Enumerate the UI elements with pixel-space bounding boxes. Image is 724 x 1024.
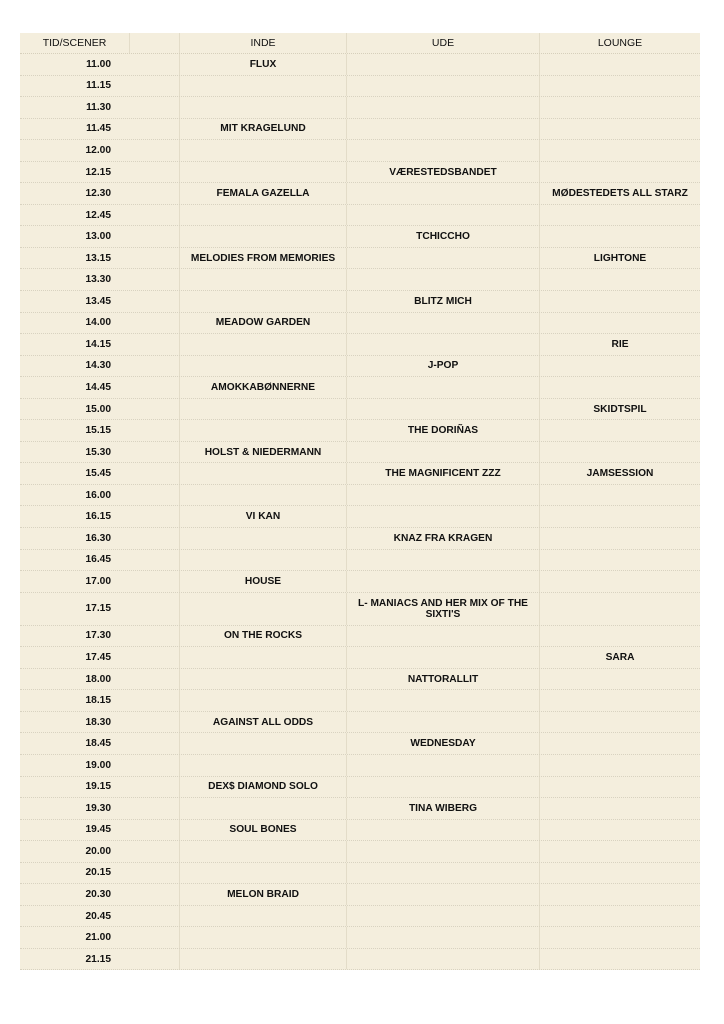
inde-cell	[180, 140, 347, 161]
lounge-cell	[540, 690, 700, 711]
lounge-cell: MØDESTEDETS ALL STARZ	[552, 188, 688, 200]
time-cell: 14.45	[20, 377, 180, 398]
table-row	[20, 669, 700, 691]
lounge-cell	[540, 54, 700, 75]
time-cell: 13.30	[20, 269, 180, 290]
lounge-cell	[540, 863, 700, 884]
inde-cell	[180, 485, 347, 506]
inde-cell: HOLST & NIEDERMANN	[180, 442, 347, 463]
table-row	[20, 140, 700, 162]
lounge-cell	[540, 226, 700, 247]
ude-cell	[347, 377, 540, 398]
time-cell: 13.15	[20, 248, 180, 269]
time-cell: 18.45	[20, 733, 180, 754]
lounge-cell	[540, 205, 700, 226]
inde-cell	[180, 97, 347, 118]
lounge-cell	[540, 420, 700, 441]
ude-cell	[347, 205, 540, 226]
time-cell: 17.45	[20, 647, 180, 668]
ude-cell: NATTORALLIT	[347, 669, 540, 690]
table-row	[20, 777, 700, 799]
table-row	[20, 755, 700, 777]
table-row	[20, 334, 700, 356]
ude-cell	[347, 97, 540, 118]
ude-cell	[347, 485, 540, 506]
ude-cell	[347, 647, 540, 668]
table-row	[20, 733, 700, 755]
ude-cell	[347, 863, 540, 884]
inde-cell	[180, 733, 347, 754]
inde-cell	[180, 550, 347, 571]
inde-cell: MIT KRAGELUND	[180, 119, 347, 140]
inde-cell	[180, 205, 347, 226]
time-cell: 13.45	[20, 291, 180, 312]
header-inde: INDE	[180, 33, 347, 53]
ude-cell	[347, 820, 540, 841]
ude-cell	[347, 690, 540, 711]
ude-cell: L- MANIACS AND HER MIX OF THE SIXTI'S	[347, 593, 540, 625]
header-spacer	[130, 33, 180, 53]
inde-cell: FLUX	[180, 54, 347, 75]
table-row	[20, 506, 700, 528]
table-row	[20, 442, 700, 464]
time-cell: 18.30	[20, 712, 180, 733]
time-cell: 17.30	[20, 626, 180, 647]
time-cell: 15.45	[20, 463, 180, 484]
inde-cell	[180, 927, 347, 948]
time-cell: 17.15	[20, 593, 180, 625]
lounge-cell	[540, 506, 700, 527]
lounge-cell	[540, 733, 700, 754]
ude-cell: THE MAGNIFICENT ZZZ	[347, 463, 540, 484]
table-row	[20, 690, 700, 712]
time-cell: 12.15	[20, 162, 180, 183]
time-cell: 19.30	[20, 798, 180, 819]
ude-cell	[347, 550, 540, 571]
table-row	[20, 183, 700, 205]
inde-cell	[180, 755, 347, 776]
ude-cell: BLITZ MICH	[347, 291, 540, 312]
table-row	[20, 820, 700, 842]
lounge-cell	[540, 798, 700, 819]
lounge-cell	[540, 927, 700, 948]
table-row	[20, 712, 700, 734]
table-row	[20, 248, 700, 270]
table-row	[20, 463, 700, 485]
time-cell: 16.00	[20, 485, 180, 506]
time-cell: 14.30	[20, 356, 180, 377]
table-row	[20, 550, 700, 572]
lounge-cell	[540, 841, 700, 862]
table-row	[20, 399, 700, 421]
table-row	[20, 528, 700, 550]
lounge-cell	[540, 442, 700, 463]
lounge-cell	[540, 162, 700, 183]
time-cell: 19.00	[20, 755, 180, 776]
lounge-cell	[540, 291, 700, 312]
lounge-cell	[540, 119, 700, 140]
inde-cell	[180, 863, 347, 884]
table-row	[20, 269, 700, 291]
time-cell: 21.00	[20, 927, 180, 948]
lounge-cell	[540, 669, 700, 690]
lounge-cell	[540, 550, 700, 571]
schedule-rows	[20, 54, 700, 970]
time-cell: 15.00	[20, 399, 180, 420]
ude-cell	[347, 712, 540, 733]
ude-cell	[347, 626, 540, 647]
ude-cell	[347, 442, 540, 463]
table-row	[20, 949, 700, 971]
time-cell: 20.30	[20, 884, 180, 905]
inde-cell	[180, 356, 347, 377]
inde-cell: HOUSE	[180, 571, 347, 592]
lounge-cell	[540, 313, 700, 334]
table-row	[20, 571, 700, 593]
lounge-cell: RIE	[611, 338, 629, 350]
inde-cell: MELODIES FROM MEMORIES	[180, 248, 347, 269]
time-cell: 14.00	[20, 313, 180, 334]
inde-cell	[180, 798, 347, 819]
inde-cell: VI KAN	[180, 506, 347, 527]
table-row	[20, 485, 700, 507]
time-cell: 18.15	[20, 690, 180, 711]
time-cell: 11.30	[20, 97, 180, 118]
ude-cell	[347, 777, 540, 798]
ude-cell	[347, 140, 540, 161]
ude-cell	[347, 906, 540, 927]
ude-cell	[347, 949, 540, 970]
ude-cell: TCHICCHO	[347, 226, 540, 247]
table-row	[20, 884, 700, 906]
table-row	[20, 356, 700, 378]
lounge-cell: JAMSESSION	[586, 468, 654, 480]
inde-cell	[180, 291, 347, 312]
lounge-cell	[540, 820, 700, 841]
inde-cell	[180, 528, 347, 549]
time-cell: 16.45	[20, 550, 180, 571]
table-row	[20, 593, 700, 626]
lounge-cell	[540, 377, 700, 398]
ude-cell	[347, 334, 540, 355]
lounge-cell	[540, 269, 700, 290]
table-row	[20, 76, 700, 98]
table-row	[20, 906, 700, 928]
lounge-cell	[540, 884, 700, 905]
table-row	[20, 863, 700, 885]
ude-cell: J-POP	[347, 356, 540, 377]
time-cell: 19.45	[20, 820, 180, 841]
table-row	[20, 927, 700, 949]
time-cell: 21.15	[20, 949, 180, 970]
inde-cell	[180, 399, 347, 420]
ude-cell	[347, 54, 540, 75]
lounge-cell: SARA	[605, 651, 635, 663]
lounge-cell	[540, 777, 700, 798]
table-row	[20, 626, 700, 648]
lounge-cell	[540, 571, 700, 592]
inde-cell	[180, 226, 347, 247]
time-cell: 11.15	[20, 76, 180, 97]
ude-cell	[347, 571, 540, 592]
inde-cell	[180, 647, 347, 668]
lounge-cell	[540, 755, 700, 776]
inde-cell	[180, 334, 347, 355]
ude-cell	[347, 841, 540, 862]
table-row	[20, 97, 700, 119]
schedule-table	[20, 33, 700, 970]
time-cell: 12.00	[20, 140, 180, 161]
header-time: TID/SCENER	[20, 33, 130, 53]
header-row	[20, 33, 700, 54]
time-cell: 15.30	[20, 442, 180, 463]
header-lounge: LOUNGE	[597, 36, 643, 49]
time-cell: 12.45	[20, 205, 180, 226]
ude-cell: TINA WIBERG	[347, 798, 540, 819]
table-row	[20, 291, 700, 313]
inde-cell: DEX$ DIAMOND SOLO	[180, 777, 347, 798]
inde-cell	[180, 949, 347, 970]
inde-cell: AMOKKABØNNERNE	[180, 377, 347, 398]
ude-cell: KNAZ FRA KRAGEN	[347, 528, 540, 549]
inde-cell	[180, 593, 347, 625]
ude-cell	[347, 76, 540, 97]
table-row	[20, 647, 700, 669]
lounge-cell	[540, 97, 700, 118]
time-cell: 13.00	[20, 226, 180, 247]
time-cell: 20.15	[20, 863, 180, 884]
time-cell: 19.15	[20, 777, 180, 798]
inde-cell	[180, 162, 347, 183]
time-cell: 12.30	[20, 183, 180, 204]
time-cell: 16.30	[20, 528, 180, 549]
table-row	[20, 798, 700, 820]
lounge-cell	[540, 626, 700, 647]
inde-cell	[180, 669, 347, 690]
table-row	[20, 313, 700, 335]
ude-cell: WEDNESDAY	[347, 733, 540, 754]
ude-cell: VÆRESTEDSBANDET	[347, 162, 540, 183]
inde-cell: SOUL BONES	[180, 820, 347, 841]
lounge-cell	[540, 906, 700, 927]
inde-cell: AGAINST ALL ODDS	[180, 712, 347, 733]
lounge-cell	[540, 528, 700, 549]
table-row	[20, 841, 700, 863]
time-cell: 17.00	[20, 571, 180, 592]
inde-cell	[180, 76, 347, 97]
time-cell: 18.00	[20, 669, 180, 690]
lounge-cell	[540, 356, 700, 377]
header-ude: UDE	[347, 33, 540, 53]
inde-cell: MELON BRAID	[180, 884, 347, 905]
table-row	[20, 226, 700, 248]
inde-cell	[180, 906, 347, 927]
inde-cell	[180, 690, 347, 711]
table-row	[20, 205, 700, 227]
inde-cell	[180, 269, 347, 290]
ude-cell	[347, 269, 540, 290]
inde-cell	[180, 463, 347, 484]
ude-cell	[347, 313, 540, 334]
ude-cell	[347, 884, 540, 905]
time-cell: 16.15	[20, 506, 180, 527]
table-row	[20, 119, 700, 141]
ude-cell: THE DORIÑAS	[347, 420, 540, 441]
time-cell: 11.00	[20, 54, 180, 75]
lounge-cell	[540, 712, 700, 733]
inde-cell: ON THE ROCKS	[180, 626, 347, 647]
ude-cell	[347, 755, 540, 776]
time-cell: 20.45	[20, 906, 180, 927]
inde-cell: MEADOW GARDEN	[180, 313, 347, 334]
lounge-cell	[540, 140, 700, 161]
lounge-cell: LIGHTONE	[593, 252, 647, 264]
time-cell: 20.00	[20, 841, 180, 862]
ude-cell	[347, 183, 540, 204]
lounge-cell	[540, 949, 700, 970]
inde-cell: FEMALA GAZELLA	[180, 183, 347, 204]
time-cell: 11.45	[20, 119, 180, 140]
table-row	[20, 420, 700, 442]
time-cell: 15.15	[20, 420, 180, 441]
ude-cell	[347, 248, 540, 269]
lounge-cell	[540, 76, 700, 97]
time-cell: 14.15	[20, 334, 180, 355]
ude-cell	[347, 119, 540, 140]
table-row	[20, 162, 700, 184]
lounge-cell: SKIDTSPIL	[593, 403, 647, 415]
lounge-cell	[540, 485, 700, 506]
inde-cell	[180, 420, 347, 441]
ude-cell	[347, 399, 540, 420]
table-row	[20, 377, 700, 399]
ude-cell	[347, 927, 540, 948]
inde-cell	[180, 841, 347, 862]
lounge-cell	[540, 593, 700, 625]
ude-cell	[347, 506, 540, 527]
table-row	[20, 54, 700, 76]
